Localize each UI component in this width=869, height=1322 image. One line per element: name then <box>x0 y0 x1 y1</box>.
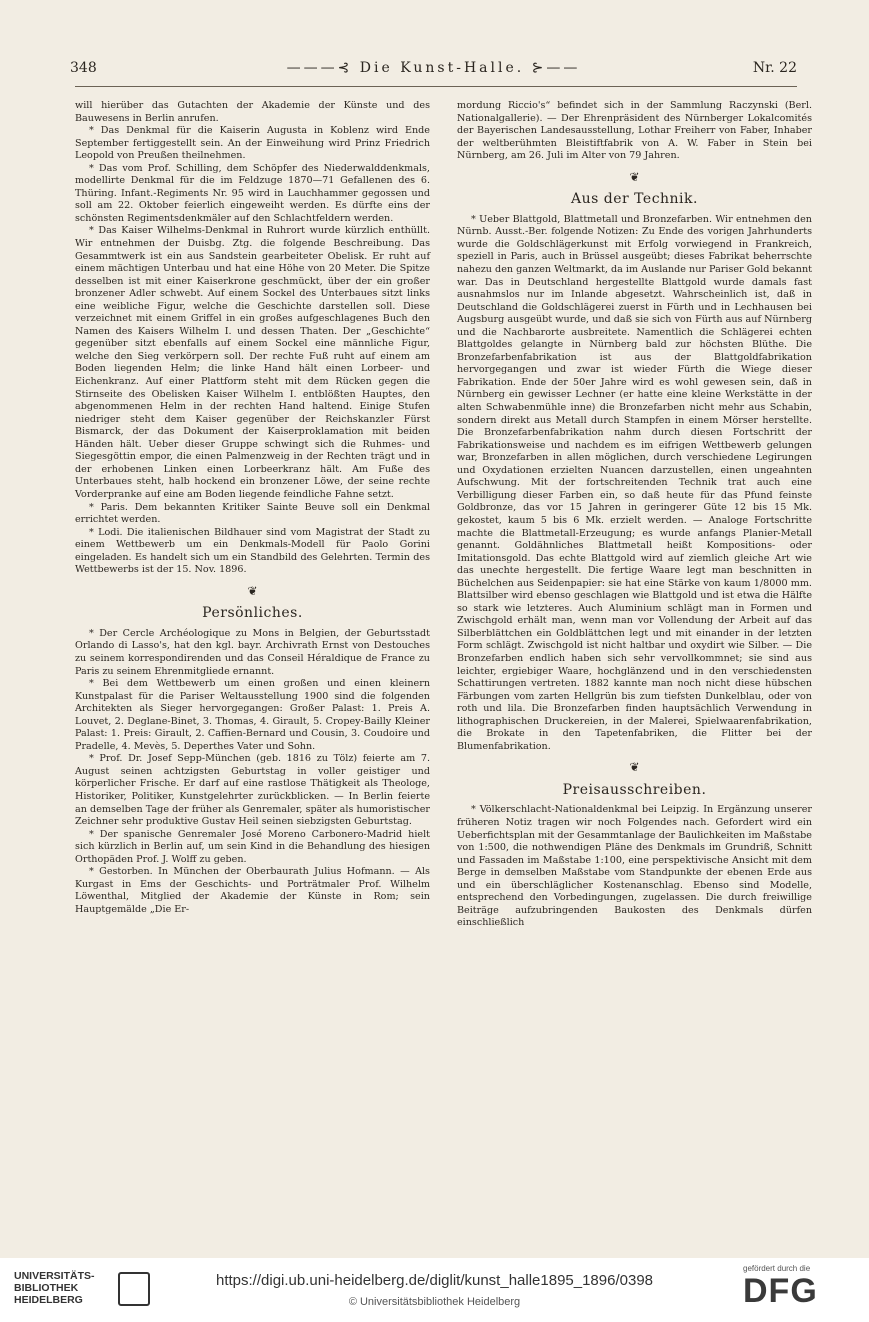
paragraph: * Der Cercle Archéologique zu Mons in Belgien, der Geburtsstadt Orlando di Lasso's, hat den kgl. bayr. Archivrath Ernst von Destouches zu seinem korrespondirenden und das Conseil Héraldique de France zu Paris zu seinem Ehrenmitgliede ernannt. <box>75 627 430 677</box>
paragraph: * Der spanische Genremaler José Moreno Carbonero-Madrid hielt sich kürzlich in Berlin auf, um sein Kind in die Behandlung des hiesigen Orthopäden Prof. J. Wolff zu geben. <box>75 828 430 865</box>
section-heading: Preisausschreiben. <box>562 781 707 798</box>
ornament-icon: ❦ <box>629 169 640 184</box>
viewer-footer <box>0 1258 869 1322</box>
page-number: 348 <box>70 60 97 76</box>
paragraph: * Paris. Dem bekannten Kritiker Sainte Beuve soll ein Denkmal errichtet werden. <box>75 501 430 526</box>
right-column <box>457 100 812 930</box>
copyright-notice: © Universitätsbibliothek Heidelberg <box>348 1296 521 1308</box>
ornament-icon: ❦ <box>629 760 640 775</box>
permalink[interactable]: https://digi.ub.uni-heidelberg.de/diglit/kunst_halle1895_1896/0398 <box>216 1272 653 1289</box>
paragraph: * Bei dem Wettbewerb um einen großen und einen kleinern Kunstpalast für die Pariser Weltausstellung 1900 sind die folgenden Architekten als Sieger hervorgegangen: Großer Palast: 1. Preis A. Louvet, 2. Deglane-Binet, 3. Thomas, 4. Girault, 5. Cropey-Bailly Kleiner Palast: 1. Preis: Girault, 2. Caffien-Bernard und Cousin, 3. Coudoire und Pradelle, 4. Mevès, 5. Deperthes Vater und Sohn. <box>75 678 430 752</box>
paragraph: * Ueber Blattgold, Blattmetall und Bronzefarben. Wir entnehmen den Nürnb. Ausst.-Ber. folgende Notizen: Zu Ende des vorigen Jahrhunderts wurde die Goldschlägerkunst mit Erfolg vorwiegend in Frankreich, speziell in Paris, auch in Brüssel ausgeübt; dieses Fabrikat beherrschte nahezu den ganzen Weltmarkt, da im Auslande nur Pariser Gold bekannt war. Das in Deutschland hergestellte Blattgold wurde damals fast ausnahmslos nur im Inlande abgesetzt. Wahrscheinlich ist, daß in Deutschland die Goldschlägerei zuerst in Fürth und in Lechhausen bei Augsburg ausgeübt wurde, und daß sie sich von Fürth aus auf Nürnberg und die Nachbarorte ausbreitete. Namentlich die Schlägerei echten Blattgoldes gelangte in Nürnberg bald zur höchsten Blüthe. Die Bronzefarbenfabrikation ist aus der Blattgoldfabrikation hervorgegangen und zwar ist wieder Fürth die Wiege dieser Fabrikation. Ende der 50er Jahre wird es wohl gewesen sein, daß in Nürnberg ein gewisser Lechner (er hatte eine kleine Werkstätte in der alten Schwabenmühle inne) die Bronzefarben nicht mehr aus Schabin, sondern direkt aus Metall durch Stampfen in einem Mörser herstellte. Die Bronzefarbenfabrikation nahm durch diesen Fortschritt der Fabrikationsweise und nachdem es im eifrigen Wettbewerb gelungen war, Bronzefarben in allen möglichen, durch verschiedene Legirungen und Oxydationen erzielten Nuancen darzustellen, einen ungeahnten Aufschwung. Mit der fortschreitenden Technik trat auch eine Verbilligung dieser Farben ein, so daß heute für das Pfund feinste Goldbronze, das vor 15 Jahren in geringerer Güte 12 bis 15 Mk. gekostet, kaum 5 bis 6 Mk. erzielt werden. — Analoge Fortschritte machte die Blattmetall-Erzeugung; es wurde anfangs Planier-Metall genannt. Goldähnliches Blattmetall heißt Kompositions- oder Imitationsgold. Das echte Blattgold wird auf ziemlich gleiche Art wie das unechte hergestellt. Die fertige Waare legt man beschnitten in Büchelchen aus Seidenpapier: sie hat eine Stärke von kaum 1/8000 mm. Blattsilber wird ebenso geschlagen wie Blattgold und ist etwa die Hälfte so stark wie letzteres. Auch Aluminium schlägt man in Formen und Zwischgold erhält man, wenn man vor Vollendung der Arbeit auf das Silberblättchen ein Goldblättchen legt und mit einander in der letzten Form schlägt. Zwischgold ist nicht haltbar und oxydirt wie Silber. — Die Bronzefarben endlich haben sich sehr vervollkommnet; sie sind aus leichter, ergiebiger Waare, hochglänzend und in den verschiedensten Schattirungen vertreten. 1882 kannte man noch nicht diese hübschen Färbungen vom zarten Hellgrün bis zum tiefsten Dunkelblau, oder von roth und lila. Die Bronzefarben finden hauptsächlich Verwendung in lithographischen Druckereien, in der Malerei, Spielwaarenfabrikation, die Brokate in den Tapetenfabriken, die Flitter bei der Blumenfabrikation. <box>457 213 812 752</box>
paragraph: * Das Denkmal für die Kaiserin Augusta in Koblenz wird Ende September fertiggestellt sein. An der Einweihung wird Prinz Friedrich Leopold von Preußen theilnehmen. <box>75 125 430 162</box>
running-header <box>70 60 797 82</box>
paragraph: mordung Riccio's“ befindet sich in der Sammlung Raczynski (Berl. Nationalgallerie). — Der Ehrenpräsident des Nürnberger Lokalcomités der Bayerischen Landesausstellung, Lothar Freiherr von Faber, Inhaber der weltberühmten Bleistiftfabrik von A. W. Faber in Stein bei Nürnberg, am 26. Juli im Alter von 79 Jahren. <box>457 100 812 162</box>
paragraph: * Das vom Prof. Schilling, dem Schöpfer des Niederwalddenkmals, modellirte Denkmal für die im Feldzuge 1870—71 Gefallenen des 6. Thüring. Infant.-Regiments Nr. 95 wird in Lauchhammer gegossen und soll am 22. Oktober feierlich eingeweiht werden. Es dürfte eins der schönsten Regimentsdenkmäler auf den Schlachtfeldern werden. <box>75 162 430 224</box>
section-heading: Persönliches. <box>202 605 303 622</box>
left-column <box>75 100 430 916</box>
ornament-icon: ❦ <box>247 583 258 598</box>
paragraph: * Völkerschlacht-Nationaldenkmal bei Leipzig. In Ergänzung unserer früheren Notiz tragen wir noch Folgendes nach. Gefordert wird ein Ueberfichtsplan mit der Gesammtanlage der Baulichkeiten im Maßstabe von 1:500, die nothwendigen Pläne des Denkmals im Grundriß, Schnitt und Fassaden im Maßstabe 1:100, eine perspektivische Ansicht mit dem Berge in demselben Maßstabe vom Standpunkte der ebenen Erde aus und ein überschläglicher Kostenanschlag. Ebenso sind Modelle, entsprechend den Vorbedingungen, zugelassen. Die durch freiwillige Beiträge aufzubringenden Baukosten des Denkmals dürfen einschließlich <box>457 804 812 929</box>
library-name: UNIVERSITÄTS- BIBLIOTHEK HEIDELBERG <box>14 1270 95 1306</box>
paragraph: * Prof. Dr. Josef Sepp-München (geb. 1816 zu Tölz) feierte am 7. August seinen achtzigsten Geburtstag in voller geistiger und körperlicher Frische. Er darf auf eine rastlose Thätigkeit als Theologe, Historiker, Politiker, Kunstgelehrter zurückblicken. — In Berlin feierte an demselben Tage der früher als Genremaler, später als humoristischer Zeichner sehr produktive Gustav Heil seinen siebzigsten Geburtstag. <box>75 753 430 828</box>
paragraph: * Lodi. Die italienischen Bildhauer sind vom Magistrat der Stadt zu einem Wettbewerb um ein Denkmals-Modell für Paolo Gorini eingeladen. Es handelt sich um ein Standbild des Gelehrten. Termin des Wettbewerbs ist der 15. Nov. 1896. <box>75 526 430 576</box>
funded-by-label: gefördert durch die <box>743 1264 811 1273</box>
issue-number: Nr. 22 <box>752 60 797 76</box>
paragraph: * Gestorben. In München der Oberbaurath Julius Hofmann. — Als Kurgast in Ems der Geschichts- und Porträtmaler Prof. Wilhelm Löwenthal, Mitglied der Akademie der Künste in Rom; sein Hauptgemälde „Die Er- <box>75 866 430 915</box>
dfg-logo <box>743 1264 855 1309</box>
journal-title: ———⊰ Die Kunst-Halle. ⊱—— <box>286 60 581 76</box>
header-rule <box>75 86 797 87</box>
dfg-wordmark: DFG <box>743 1272 818 1310</box>
paragraph: will hierüber das Gutachten der Akademie der Künste und des Bauwesens in Berlin anrufen. <box>75 100 430 124</box>
paragraph: * Das Kaiser Wilhelms-Denkmal in Ruhrort wurde kürzlich enthüllt. Wir entnehmen der Duisbg. Ztg. die folgende Beschreibung. Das Gesammtwerk ist ein aus Sandstein gearbeiteter Obelisk. Er ruht auf einem mächtigen Unterbau und hat eine Höhe von 20 Meter. Die Spitze desselben ist mit einer Kaiserkrone geschmückt, über der ein großer bronzener Adler schwebt. Auf einem Sockel des Unterbaues sitzt links eine weibliche Figur, welche die Geschichte darstellen soll. Diese verzeichnet mit einem Griffel in ein großes aufgeschlagenes Buch den Namen des Kaisers Wilhelm I. und dessen Thaten. Der „Geschichte“ gegenüber sitzt ebenfalls auf einem Sockel eine männliche Figur, welche den Sieg verkörpern soll. Der rechte Fuß ruht auf einem am Boden liegenden Helm; die linke Hand hält einen Lorbeer- und Eichenkranz. Auf einer Plattform steht mit dem Rücken gegen die Stirnseite des Obelisken Kaiser Wilhelm I. entblößten Hauptes, den abgenommenen Helm in der rechten Hand haltend. Einige Stufen niedriger steht dem Kaiser gegenüber der Reichskanzler Fürst Bismarck, der das Dokument der Kaiserproklamation mit beiden Händen hält. Ueber dieser Gruppe schwingt sich die Ruhmes- und Siegesgöttin empor, die einen Palmenzweig in der Rechten trägt und in der erhobenen Linken einen Lorbeerkranz hält. Am Fuße des Unterbaues steht, halb hockend ein bronzener Löwe, der seine rechte Vorderpranke auf eine am Boden liegende feindliche Fahne setzt. <box>75 225 430 500</box>
section-heading: Aus der Technik. <box>571 191 698 208</box>
